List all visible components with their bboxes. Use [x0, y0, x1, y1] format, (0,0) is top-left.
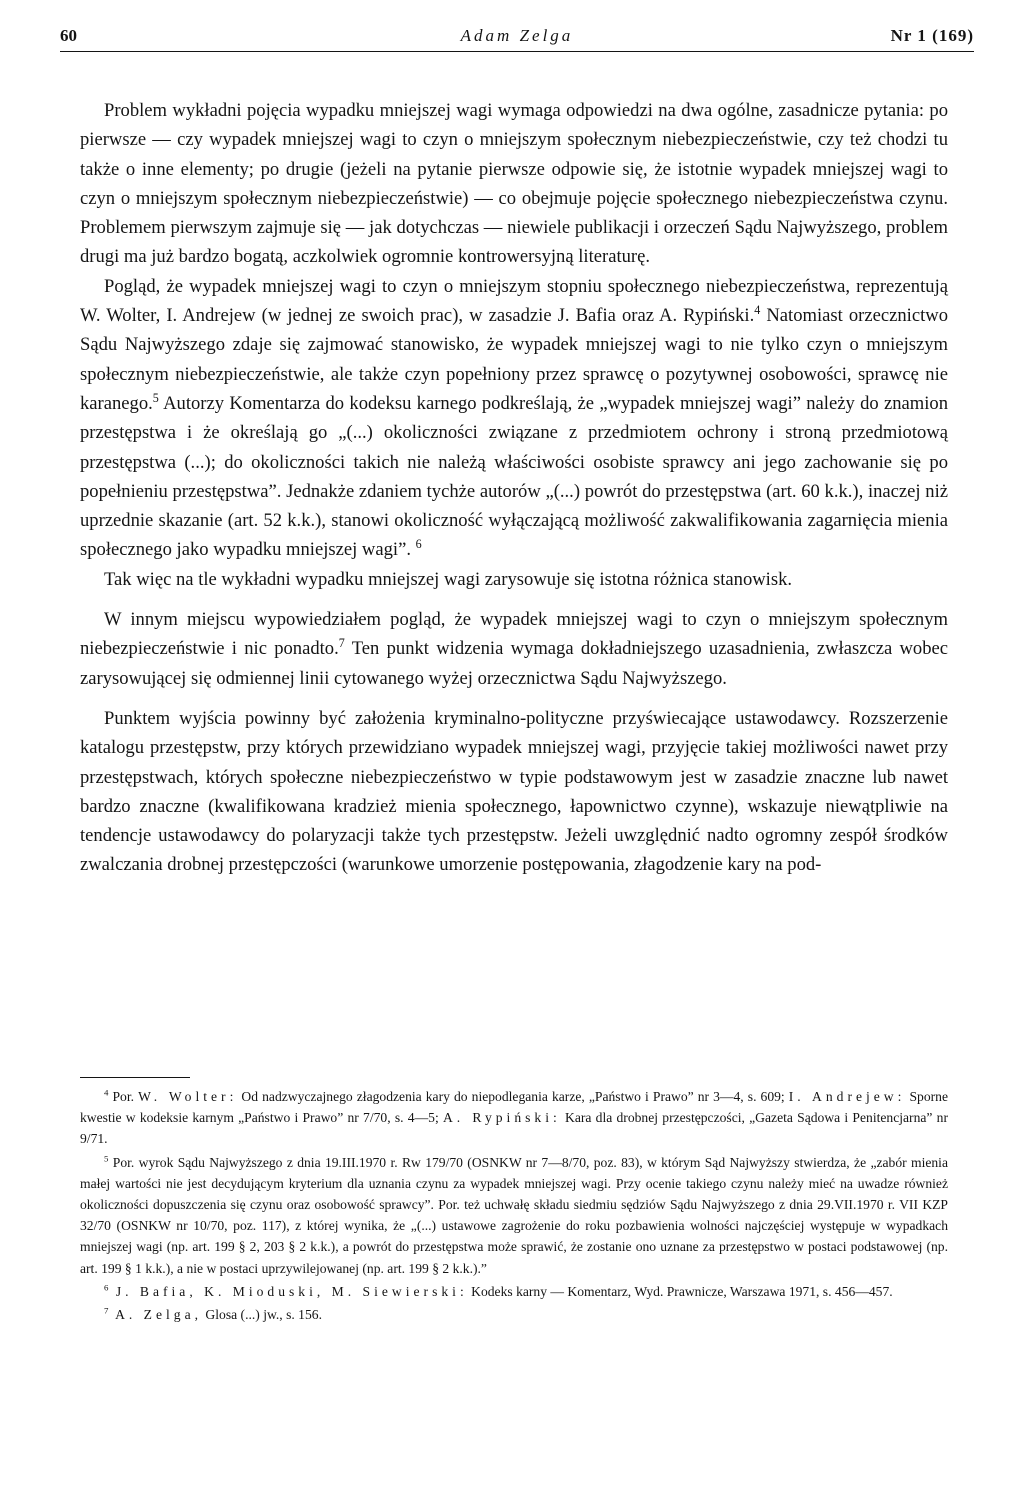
running-title: Adam Zelga: [460, 26, 574, 45]
footnote-4-text-d: Kara dla drobnej przestępczości, „Gazeta Sądowa i Penitencjarna” nr 9/71.: [80, 1110, 949, 1147]
footnote-6-text: Kodeks karny — Komentarz, Wyd. Prawnicze, Warszawa 1971, s. 456—457.: [467, 1283, 893, 1299]
footnotes: [80, 1086, 948, 1325]
paragraph-2-text-a: Pogląd, że wypadek mniejszej wagi to czyn o mniejszym stopniu społecznego niebezpieczeństwa, reprezentują W. Wolter, I. Andrejew (w jednej ze swoich prac), w zasadzie J. Bafia oraz A. Rypiński.: [80, 275, 948, 327]
footnote-ref-4: 4: [754, 302, 761, 317]
paragraph-4-text-b: Ten punkt widzenia wymaga dokładniejszego uzasadnienia, zwłaszcza wobec zarysowującej się odmiennej linii cytowanego wyżej orzecznictwa Sądu Najwyższego.: [80, 638, 949, 689]
footnote-4-author-wolter: W. Wolter:: [138, 1089, 238, 1104]
footnote-7-text: Glosa (...) jw., s. 156.: [202, 1307, 322, 1323]
paragraph-2-text-b: Natomiast orzecznictwo Sądu Najwyższego zdaje się zajmować stanowisko, że wypadek mniejszej wagi to nie tylko czyn o mniejszym społecznym niebezpieczeństwie, ale także czyn popełniony przez sprawcę o pozytywnej osobowości, sprawcę nie karanego.: [80, 305, 948, 414]
paragraph-4-text-a: W innym miejscu wypowiedziałem pogląd, że wypadek mniejszej wagi to czyn o mniejszym społecznym niebezpieczeństwie i nic ponadto.: [80, 609, 948, 660]
paragraph-3-text: Tak więc na tle wykładni wypadku mniejszej wagi zarysowuje się istotna różnica stanowisk.: [104, 568, 793, 590]
paragraph-3: [80, 565, 948, 594]
footnote-ref-7: 7: [338, 636, 345, 651]
footnote-5-number: 5: [104, 1153, 109, 1164]
header-rule: [60, 51, 974, 52]
main-text: [80, 96, 948, 880]
footnote-5: [80, 1152, 948, 1279]
footnote-4: [80, 1086, 948, 1150]
page-header: [60, 18, 974, 58]
footnote-ref-5: 5: [152, 390, 159, 405]
footnote-separator: [80, 1077, 190, 1078]
paragraph-4: [80, 605, 948, 693]
footnote-5-text: Por. wyrok Sądu Najwyższego z dnia 19.III.1970 r. Rw 179/70 (OSNKW nr 7—8/70, poz. 83), w którym Sąd Najwyższy stwierdza, że „zabór mienia małej wartości nie jest decydującym kryterium dla uznania czynu za wypadek mniejszej wagi. Przy ocenie takiego czynu należy mieć na uwadze również okoliczności dopuszczenia się czynu oraz osobowość sprawcy”. Por. też uchwałę składu siedmiu sędziów Sądu Najwyższego z dnia 29.VII.1970 r. VII KZP 32/70 (OSNKW nr 10/70, poz. 117), z której wynika, że „(...) ustawowe zagrożenie do roku pozbawienia wolności najczęściej występuje w wypadkach mniejszej wagi (np. art. 199 § 2, 203 § 2 k.k.), a powrót do przestępstwa może sprawić, że zostanie ono uznane za przestępstwo w postaci podstawowej (np. art. 199 § 1 k.k.), a nie w postaci uprzywilejowanej (np. art. 199 § 2 k.k.).”: [80, 1154, 948, 1276]
footnote-4-number: 4: [104, 1087, 109, 1098]
paragraph-1: [80, 96, 948, 272]
footnote-4-text-c: Sporne kwestie w kodeksie karnym „Państwo i Prawo” nr 7/70, s. 4—5;: [80, 1089, 948, 1126]
page-number: 60: [60, 26, 77, 45]
footnote-4-author-andrejew: I. Andrejew:: [788, 1089, 906, 1104]
paragraph-1-text: Problem wykładni pojęcia wypadku mniejszej wagi wymaga odpowiedzi na dwa ogólne, zasadnicze pytania: po pierwsze — czy wypadek mniejszej wagi to czyn o mniejszym społecznym niebezpieczeństwie, czy też chodzi tu także o inne elementy; po drugie (jeżeli na pytanie pierwsze odpowie się, że istotnie wypadek mniejszej wagi to czyn o mniejszym społecznym niebezpieczeństwie) — co obejmuje pojęcie społecznego niebezpieczeństwa czynu. Problemem pierwszym zajmuje się — jak dotychczas — niewiele publikacji i orzeczeń Sądu Najwyższego, problem drugi ma już bardzo bogatą, aczkolwiek ogromnie kontrowersyjną literaturę.: [80, 100, 948, 268]
footnote-4-text-a: Por.: [108, 1089, 139, 1104]
footnote-7-number: 7: [104, 1305, 109, 1316]
footnote-7: [80, 1304, 948, 1325]
footnote-4-author-rypinski: A. Rypiński:: [442, 1110, 561, 1126]
paragraph-2-text-c: Autorzy Komentarza do kodeksu karnego podkreślają, że „wypadek mniejszej wagi” należy do znamion przestępstwa i że określają go „(...) okoliczności związane z przedmiotem ochrony i stroną przedmiotową przestępstwa (...); do okoliczności takich nie należą właściwości osobiste sprawcy ani jego zachowanie się po popełnieniu przestępstwa”. Jednakże zdaniem tychże autorów „(...) powrót do przestępstwa (art. 60 k.k.), inaczej niż uprzednie skazanie (art. 52 k.k.), stanowi okoliczność wyłączającą możliwość zakwalifikowania zagarnięcia mienia społecznego jako wypadku mniejszej wagi”.: [80, 392, 948, 561]
paragraph-5-text: Punktem wyjścia powinny być założenia kryminalno-polityczne przyświecające ustawodawcy. Rozszerzenie katalogu przestępstw, przy których przewidziano wypadek mniejszej wagi, przyjęcie takiej możliwości nawet przy przestępstwach, których społeczne niebezpieczeństwo w typie podstawowym jest w zasadzie znaczne lub nawet bardzo znaczne (kwalifikowana kradzież mienia społecznego, łapownictwo czynne), wskazuje niewątpliwie na tendencje ustawodawcy do polaryzacji także tych przestępstw. Jeżeli uwzględnić nadto ogromny zespół środków zwalczania drobnej przestępczości (warunkowe umorzenie postępowania, złagodzenie kary na pod-: [80, 707, 948, 876]
footnote-7-author: A. Zelga,: [108, 1307, 203, 1323]
footnote-6: [80, 1281, 948, 1302]
issue-number: Nr 1 (169): [890, 26, 974, 45]
paragraph-5: [80, 704, 948, 880]
paragraph-2: [80, 272, 948, 565]
footnote-4-text-b: Od nadzwyczajnego złagodzenia kary do niepodlegania karze, „Państwo i Prawo” nr 3—4, s. 609;: [237, 1089, 789, 1104]
footnote-6-authors: J. Bafia, K. Mioduski, M. Siewierski:: [108, 1283, 468, 1299]
footnote-6-number: 6: [104, 1282, 109, 1293]
footnote-ref-6: 6: [415, 537, 422, 552]
